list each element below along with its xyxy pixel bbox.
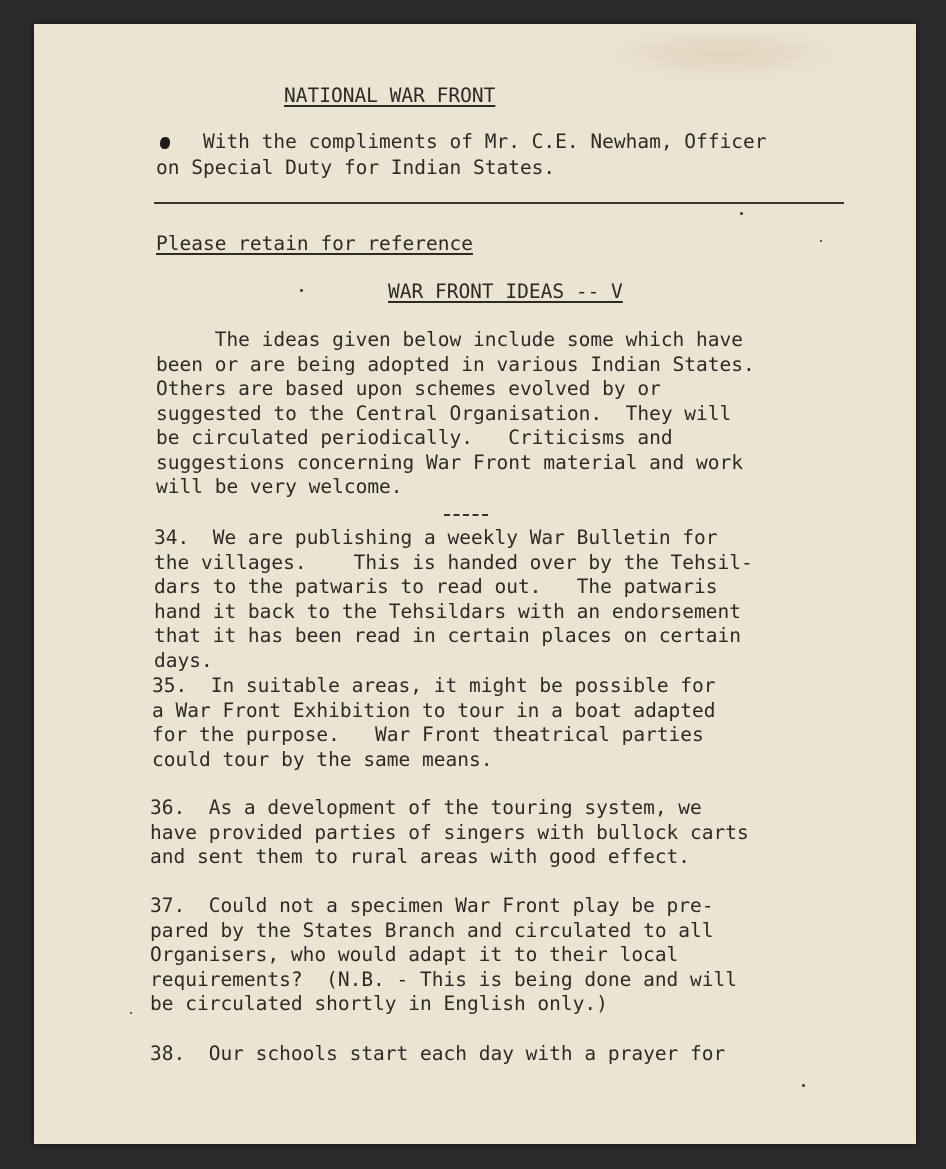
intro-line: suggestions concerning War Front material and work <box>156 450 743 474</box>
intro-line: will be very welcome. <box>156 475 403 498</box>
item-line: that it has been read in certain places on certain <box>154 624 741 647</box>
item-line: for the purpose. War Front theatrical parties <box>152 723 704 746</box>
item-line: be circulated shortly in English only.) <box>150 992 608 1015</box>
item-line: 36. As a development of the touring system, we <box>150 796 702 819</box>
ink-speck <box>740 212 743 215</box>
item-line: dars to the patwaris to read out. The patwaris <box>154 575 718 598</box>
intro-line: Others are based upon schemes evolved by or <box>156 377 661 400</box>
intro-line: suggested to the Central Organisation. They will <box>156 401 732 425</box>
item-line: 34. We are publishing a weekly War Bulletin for <box>154 526 718 549</box>
item-line: hand it back to the Tehsildars with an endorsement <box>154 599 741 623</box>
item-line: and sent them to rural areas with good effect. <box>150 845 691 868</box>
document-title: NATIONAL WAR FRONT <box>284 84 496 107</box>
horizontal-rule <box>154 202 844 204</box>
item-line: Organisers, who would adapt it to their local <box>150 943 679 966</box>
intro-line: The ideas given below include some which have <box>156 328 743 351</box>
item-line: have provided parties of singers with bullock carts <box>150 820 749 844</box>
item-line: 37. Could not a specimen War Front play be pre- <box>150 894 714 917</box>
ink-speck <box>802 1084 805 1087</box>
item-line: a War Front Exhibition to tour in a boat adapted <box>152 698 716 722</box>
compliments-line-1: With the compliments of Mr. C.E. Newham, Officer <box>156 130 767 153</box>
item-line: requirements? (N.B. - This is being done and will <box>150 967 737 991</box>
ink-speck <box>820 240 822 242</box>
item-line: days. <box>154 648 213 672</box>
retain-note: Please retain for reference <box>156 232 473 255</box>
ink-speck <box>130 1012 132 1014</box>
section-title: WAR FRONT IDEAS -- V <box>388 280 623 303</box>
item-line: could tour by the same means. <box>152 747 493 771</box>
item-line: pared by the States Branch and circulated to all <box>150 918 714 942</box>
item-line: 35. In suitable areas, it might be possible for <box>152 674 716 697</box>
intro-line: be circulated periodically. Criticisms and <box>156 426 673 449</box>
ink-speck <box>300 289 303 292</box>
document-page <box>34 24 916 1144</box>
compliments-line-2: on Special Duty for Indian States. <box>156 156 556 179</box>
section-separator <box>444 514 488 516</box>
item-line: 38. Our schools start each day with a prayer for <box>150 1042 726 1065</box>
item-line: the villages. This is handed over by the Tehsil- <box>154 550 753 574</box>
intro-line: been or are being adopted in various Indian States. <box>156 352 755 376</box>
